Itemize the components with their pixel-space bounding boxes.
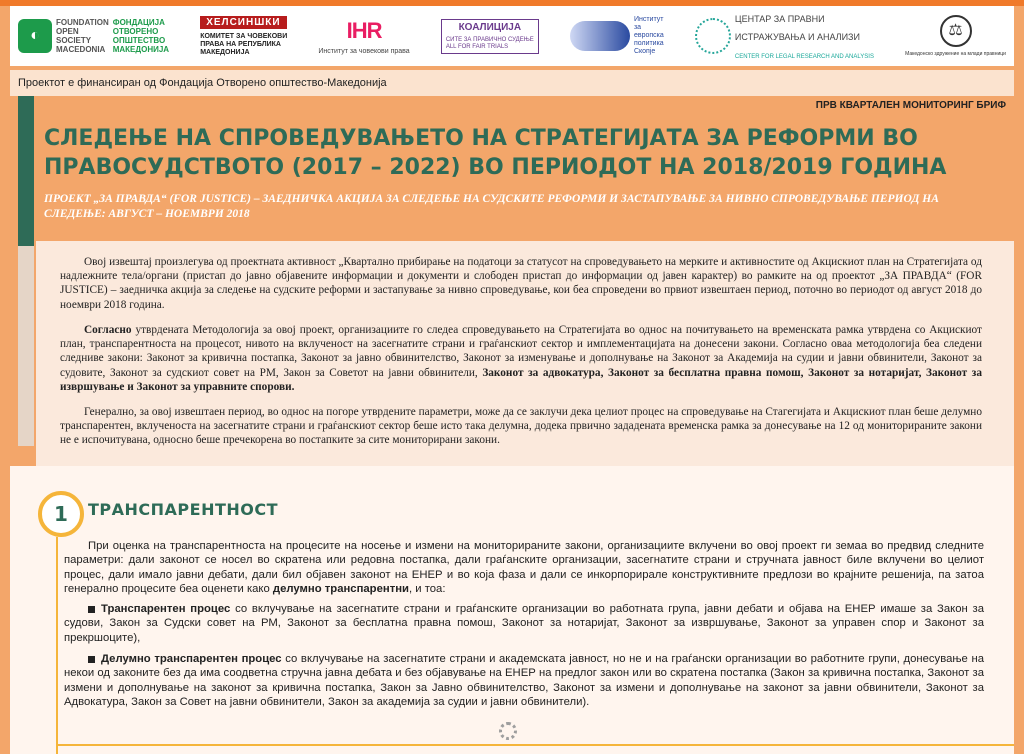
section-paragraph: При оценка на транспарентноста на процесите на носење и измени на мониторираните закони, организациите вклучени во овој проект ги земаа во предвид следните параметри: дали законот се носел во скратена или редовна постапка, дали граѓанските организации, засегнатите страни и стручната јавност биле вклучени во целиот процес, дали имало јавни дебати, дали бил објавен законот на ЕНЕР и во која фаза и дали се инкорпорирале конструктивните предлози во крајните решенија, па затоа генерално процесите беа оценети како делумно транспарентни, и тоа:: [64, 540, 984, 595]
ipis-logo: Институт за европска политика Скопје: [570, 16, 664, 56]
ipis-logo-icon: [570, 21, 630, 51]
ihr-logo: IHR Институт за човекови права: [318, 17, 410, 55]
partner-logos-bar: [10, 6, 1014, 66]
section-line-bottom: [56, 744, 1014, 746]
intro-paragraph-2: Согласно утврдената Методологија за овој проект, организациите го следеа спроведувањето на Стратегијата во однос на почитувањето на временската рамка утврдена со Акцискиот план, транспарентноста на процесот, нивото на вклученост на засегнатите страни и граѓанскиот сектор и имплементацијата на донесени закони. Согласно оваа методологија беа следени следниве закони: Законот за кривична постапка, Законот за јавно обвинителство, Законот за изменување и дополнување на Законот за Академија на судии и јавни обвинители, Законот за судовите, Законот за судскиот совет на РМ, Закон за Советот на јавни обвинители, Законот за адвокатура, Законот за бесплатна правна помош, Законот за нотаријат, Законот за извршување и Законот за управните спорови.: [60, 324, 982, 393]
bullet-square-icon: [88, 656, 95, 663]
section-heading: ТРАНСПАРЕНТНОСТ: [88, 500, 279, 519]
bullet-square-icon: [88, 606, 95, 613]
funding-note: Проектот е финансиран од Фондација Отворено општество-Македонија: [10, 70, 1014, 96]
page-title: СЛЕДЕЊЕ НА СПРОВЕДУВАЊЕТО НА СТРАТЕГИЈАТА ЗА РЕФОРМИ ВО ПРАВОСУДСТВОТО (2017 – 2022) ВО ПЕРИОДОТ НА 2018/2019 ГОДИНА: [44, 126, 947, 180]
accent-bar-light: [18, 246, 34, 446]
page-subtitle: ПРОЕКТ „ЗА ПРАВДА“ (FOR JUSTICE) – ЗАЕДНИЧКА АКЦИЈА ЗА СЛЕДЕЊЕ НА СУДСКИТЕ РЕФОРМИ И ЗАСТАПУВАЊЕ ЗА НИВНО СПРОВЕДУВАЊЕ ПЕРИОД НА СЛЕДЕЊЕ: АВГУСТ – НОЕМВРИ 2018: [44, 193, 939, 220]
intro-paragraph-3: Генерално, за овој извештаен период, во однос на погоре утврдените параметри, може да се заклучи дека целиот процес на спроведување на Стагегијата и Акцискиот план беше делумно транспарентен, вклученоста на засегнатите страни и граѓанскиот сектор беше исто така делумна, додека првично зададената временска рамка за донесување на 12 од мониторираните закони не е испочитувана, односно беше пречекорена во постапките за сите мониторирани закони.: [60, 406, 982, 447]
bullet-transparent: Транспарентен процес со вклучување на засегнатите страни и граѓанските организации во работната група, јавни дебати и објава на ЕНЕР имаше за Закон за судови, Закон за Судски совет на РМ, Законот за бесплатна правна помош, Законот за нотаријат, Законот за извршување, Законот за управен спор и Законот за прекршоците),: [64, 603, 984, 644]
cpia-logo-icon: [695, 18, 731, 54]
myla-logo: ⚖ Македонско здружение на млади правници: [905, 15, 1006, 57]
section-line: [56, 537, 58, 754]
scales-icon: ⚖: [940, 15, 972, 47]
helsinki-committee-logo: ХЕЛСИНШКИ КОМИТЕТ ЗА ЧОВЕКОВИ ПРАВА НА РЕПУБЛИКА МАКЕДОНИЈА: [200, 16, 288, 56]
accent-bar: [18, 96, 34, 246]
loading-spinner-icon: [499, 722, 517, 740]
fosm-logo-icon: ◐: [18, 19, 52, 53]
briefing-label: ПРВ КВАРТАЛЕН МОНИТОРИНГ БРИФ: [815, 100, 1006, 111]
ihr-logo-icon: IHR: [346, 17, 382, 43]
fosm-logo: ◐ FOUNDATION OPEN SOCIETY MACEDONIA ФОНДАЦИЈА ОТВОРЕНО ОПШТЕСТВО МАКЕДОНИЈА: [18, 18, 169, 54]
coalition-logo: КОАЛИЦИЈА СИТЕ ЗА ПРАВИЧНО СУДЕЊЕ ALL FOR FAIR TRIALS: [441, 19, 539, 54]
cpia-logo: ЦЕНТАР ЗА ПРАВНИ ИСТРАЖУВАЊА И АНАЛИЗИ CENTER FOR LEGAL RESEARCH AND ANALYSIS: [695, 9, 874, 63]
bullet-partly-transparent: Делумно транспарентен процес со вклучување на засегнатите страни и академската јавност, но не и на граѓански организации во работните групи, донесување на некои од законите без да има соодветна стручна јавна дебата и без објавување на ЕНЕР на предлог закон или во скратена постапка (Закон за кривична постапка, Законот за измени и дополнување на законот за кривична постапка, Закон за Јавно обвинителство, Законот за измени и дополнување на законот за јавни обвинители, Законот за Адвокатура, Закон за Совет на јавни обвинители, Закон за академија за судии и јавни обвинители).: [64, 653, 984, 708]
section-number-badge: 1: [38, 491, 84, 537]
intro-paragraph-1: Овој извештај произлегува од проектната активност „Квартално прибирање на податоци за статусот на спроведувањето на мерките и активностите од Акцискиот план на Стратегијата од надлежните тела/органи (пристап до јавно објавените информации и документи и слободен пристап до информации од јавен карактер) во рамките на од проектот „ЗА ПРАВДА“ (FOR JUSTICE) – заедничка акција за следење на судските реформи и застапување за нивно спроведување, кои беа спроведени во првиот извештаен период, поточно во периодот од август 2018 до ноември 2018 година.: [60, 256, 982, 311]
